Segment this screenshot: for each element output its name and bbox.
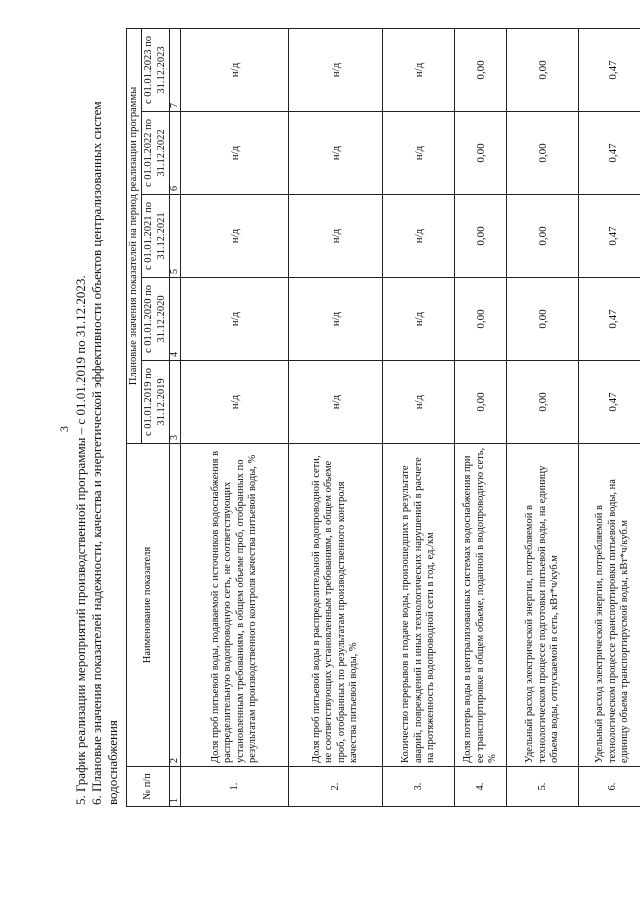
period-header: с 01.01.2023 по 31.12.2023 [142,28,170,111]
col-index: 1 [170,767,181,807]
row-value: н/д [383,195,455,278]
section-6-heading-cont: водоснабжения [105,720,120,805]
row-name: Удельный расход электрической энергии, потребляемой в технологическом процессе подготовки питьевой воды, на единицу объема воды, отпускаемой в сеть, кВт*ч/куб.м [507,444,579,767]
section-6-heading: 6. Плановые значения показателей надежности, качества и энергетической эффективности объектов централизованных систем [89,101,104,805]
row-number: 2. [289,767,383,807]
row-value: н/д [181,112,289,195]
row-number: 5. [507,767,579,807]
row-value: 0,00 [455,195,507,278]
row-value: 0,00 [507,28,579,111]
row-number: 4. [455,767,507,807]
row-value: 0,47 [579,195,640,278]
row-number: 6. [579,767,640,807]
col-index: 5 [170,195,181,278]
row-name: Удельный расход электрической энергии, потребляемой в технологическом процессе транспортировки питьевой воды, на единицу объема транспортирусмой воды, кВт*ч/куб.м [579,444,640,767]
period-header: с 01.01.2020 по 31.12.2020 [142,278,170,361]
table-row [579,28,640,806]
row-value: 0,00 [507,195,579,278]
row-value: н/д [289,278,383,361]
section-5-heading: 5. График реализации мероприятий производственной программы – с 01.01.2019 по 31.12.2023. [73,275,88,805]
row-value: н/д [383,28,455,111]
col-index: 6 [170,112,181,195]
row-value: 0,47 [579,28,640,111]
row-value: н/д [289,361,383,444]
row-value: н/д [181,195,289,278]
period-header: с 01.01.2021 по 31.12.2021 [142,195,170,278]
row-value: н/д [289,195,383,278]
table-row [507,28,579,806]
row-value: 0,47 [579,278,640,361]
row-name: Количество перерывов в подаче воды, произошедших в результате аварий, повреждений и иных технологических нарушений в расчете на протяженность водопроводной сети в год, ед./км [383,444,455,767]
col-index: 4 [170,278,181,361]
row-value: н/д [289,28,383,111]
row-value: н/д [181,28,289,111]
table-row [383,28,455,806]
row-value: 0,00 [455,112,507,195]
row-value: 0,00 [507,361,579,444]
row-value: н/д [383,278,455,361]
row-name: Доля потерь воды в централизованных системах водоснабжения при ее транспортировке в общем объеме, поданной в водопроводную сеть, % [455,444,507,767]
row-number: 3. [383,767,455,807]
row-name: Доля проб питьевой воды, подаваемой с источников водоснабжения в распределительную водопроводную сеть, не соответствующих установленным требованиям, в общем объеме проб, отобранных по результатам производственного контроля качества питьевой воды, % [181,444,289,767]
row-value: 0,47 [579,361,640,444]
row-value: 0,00 [507,112,579,195]
col-index: 7 [170,28,181,111]
row-value: 0,00 [507,278,579,361]
row-value: 0,00 [455,278,507,361]
row-value: 0,00 [455,28,507,111]
col-name-header: Наименование показателя [127,444,170,767]
table-row [289,28,383,806]
col-index: 3 [170,361,181,444]
col-number-header: № п/п [127,767,170,807]
row-value: 0,47 [579,112,640,195]
table-row [181,28,289,806]
col-index: 2 [170,444,181,767]
period-header: с 01.01.2022 по 31.12.2022 [142,112,170,195]
row-value: н/д [181,278,289,361]
row-name: Доля проб питьевой воды в распределительной водопроводной сети, не соответствующих установленным требованиям, в общем объеме проб, отобранных по результатам производственного контроля качества питьевой воды, % [289,444,383,767]
row-value: 0,00 [455,361,507,444]
row-value: н/д [181,361,289,444]
rotated-page [51,30,630,810]
row-number: 1. [181,767,289,807]
period-header: с 01.01.2019 по 31.12.2019 [142,361,170,444]
col-group-header: Плановые значения показателей на период реализации программы [127,28,142,443]
row-value: н/д [383,361,455,444]
row-value: н/д [383,112,455,195]
indicators-table [126,28,640,807]
page-number: 3 [57,426,71,432]
table-row [455,28,507,806]
row-value: н/д [289,112,383,195]
